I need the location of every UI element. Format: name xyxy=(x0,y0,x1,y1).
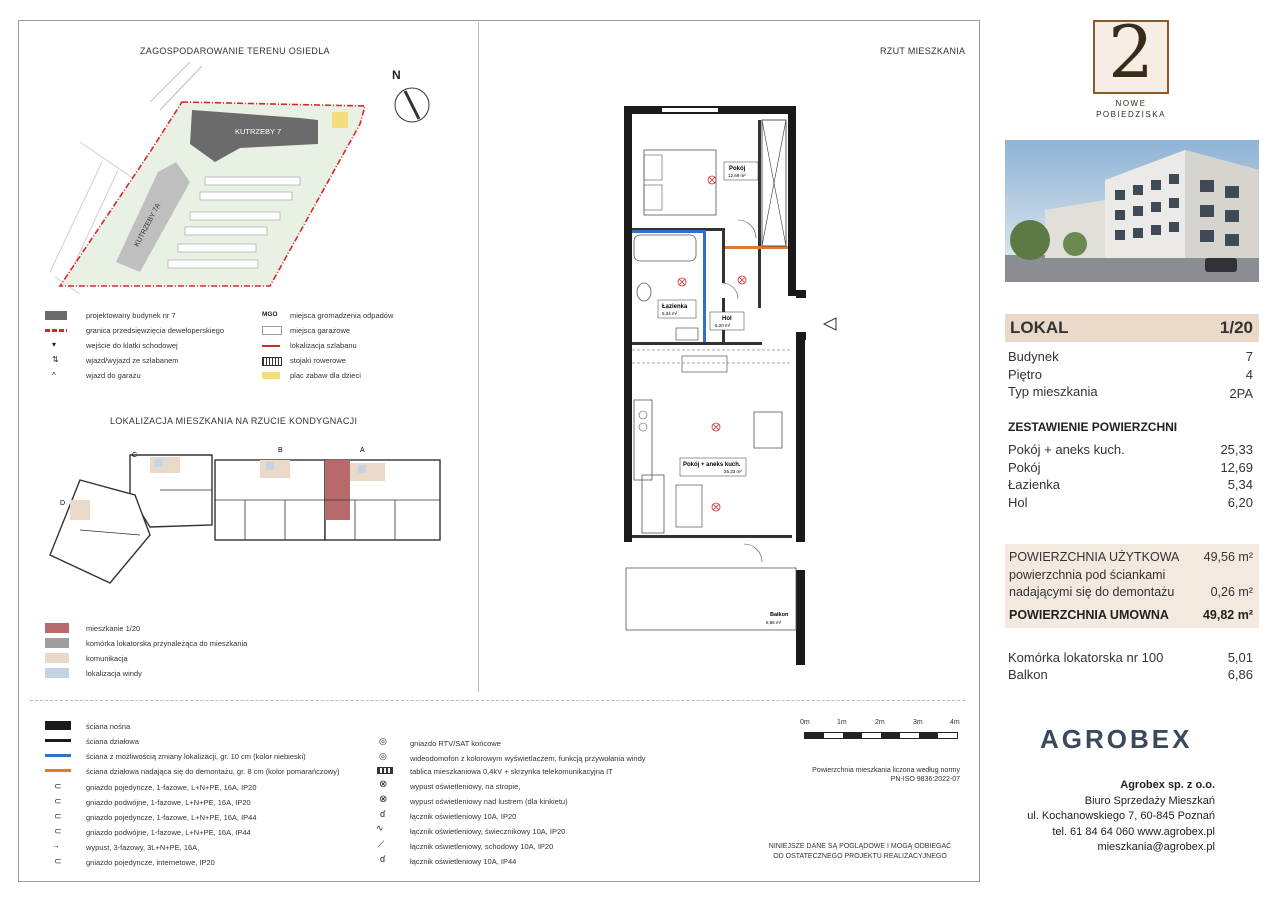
detail-label: Typ mieszkania xyxy=(1008,384,1098,399)
building-label-a: KUTRZEBY 7 xyxy=(235,127,282,136)
symbol-label: wypust, 3-fazowy, 3L+N+PE, 16A, xyxy=(86,843,200,852)
symbol-label: wideodomofon z kolorowym wyświetlaczem, funkcją przywołania windy xyxy=(410,754,646,763)
legend-swatch-barrier xyxy=(262,345,280,347)
disclaimer-line-2: OD OSTATECZNEGO PROJEKTU REALIZACYJNEGO xyxy=(773,853,947,860)
detail-value: 2PA xyxy=(1229,386,1253,401)
area-value: 12,69 xyxy=(1220,460,1253,475)
legend-label: mieszkanie 1/20 xyxy=(86,624,141,633)
vertical-divider xyxy=(478,22,479,692)
norm-code: PN-ISO 9836:2022-07 xyxy=(890,776,960,783)
legend-swatch-boundary xyxy=(45,329,67,332)
legend-label: projektowany budynek nr 7 xyxy=(86,311,176,320)
extra-value: 6,86 xyxy=(1227,667,1253,682)
symbol-label: gniazdo podwójne, 1-fazowe, L+N+PE, 16A, IP44 xyxy=(86,828,251,837)
legend-label: plac zabaw dla dzieci xyxy=(290,371,361,380)
staircase-switch-icon: ⟋ xyxy=(378,839,385,849)
demolition-wall-swatch xyxy=(45,769,71,772)
area-label: Łazienka xyxy=(1008,477,1061,492)
symbol-label: gniazdo pojedyncze, internetowe, IP20 xyxy=(86,858,215,867)
tv-socket-icon: ◎ xyxy=(379,736,387,746)
symbol-label: gniazdo pojedyncze, 1-fazowe, L+N+PE, 16A, IP20 xyxy=(86,783,257,792)
brand-name xyxy=(1093,98,1169,120)
symbol-label: tablica mieszkaniowa 0,4kV + skrzynka telekomunikacyjna IT xyxy=(410,767,613,776)
brand-logo xyxy=(1093,10,1169,94)
lokal-number: 1/20 xyxy=(1219,318,1253,337)
usable-area-value: 49,56 m² xyxy=(1203,550,1253,564)
room-area-lazienka: 5,34 m² xyxy=(662,311,678,316)
brand-logo-number: 2 xyxy=(1108,10,1154,94)
scale-bar xyxy=(804,732,958,739)
load-bearing-wall-swatch xyxy=(45,721,71,730)
area-value: 25,33 xyxy=(1220,442,1253,457)
socket-double-ip44-icon: ⊂ xyxy=(54,826,62,836)
symbol-label: gniazdo podwójne, 1-fazowe, L+N+PE, 16A, IP20 xyxy=(86,798,251,807)
socket-double-icon: ⊂ xyxy=(54,796,62,806)
detail-label: Budynek xyxy=(1008,349,1059,364)
symbol-label: ściana działowa nadająca się do demontażu, gr. 8 cm (kolor pomarańczowy) xyxy=(86,767,340,776)
internet-socket-icon: ⊂ xyxy=(54,856,62,866)
horizontal-divider xyxy=(30,700,965,701)
symbol-label: ściana nośna xyxy=(86,722,131,731)
company-logo: AGROBEX xyxy=(1040,724,1193,754)
symbol-label: łącznik oświetleniowy 10A, IP44 xyxy=(410,857,517,866)
company-email[interactable]: mieszkania@agrobex.pl xyxy=(1097,841,1215,853)
detail-value: 4 xyxy=(1245,367,1253,382)
legend-label: wejście do klatki schodowej xyxy=(86,341,178,350)
building-render-image xyxy=(1005,140,1259,282)
legend-label: komunikacja xyxy=(86,654,128,663)
demolition-label-1: powierzchnia pod ściankami xyxy=(1009,568,1166,582)
legend-swatch-garage xyxy=(262,326,282,335)
socket-ip44-icon: ⊂ xyxy=(54,811,62,821)
stair-label-a: A xyxy=(360,447,365,454)
room-area-pokoj: 12,69 m² xyxy=(728,173,746,178)
three-phase-outlet-icon: → xyxy=(52,841,60,850)
apartment-floor-plan xyxy=(612,100,822,670)
symbol-label: łącznik oświetleniowy, świecznikowy 10A, IP20 xyxy=(410,827,566,836)
legend-label: komórka lokatorska przynależąca do mieszkania xyxy=(86,639,248,648)
legend-label: lokalizacja szlabanu xyxy=(290,341,357,350)
legend-label: wjazd/wyjazd ze szlabanem xyxy=(86,356,179,365)
symbol-label: gniazdo RTV/SAT końcowe xyxy=(410,739,501,748)
area-label: Pokój + aneks kuch. xyxy=(1008,442,1125,457)
legend-swatch-building xyxy=(45,311,67,320)
entrance-triangle-icon xyxy=(822,316,838,332)
norm-note: Powierzchnia mieszkania liczona według normy xyxy=(812,767,960,774)
legend-label: stojaki rowerowe xyxy=(290,356,346,365)
contract-area-label: POWIERZCHNIA UMOWNA xyxy=(1009,608,1169,622)
room-area-hol: 6,20 m² xyxy=(715,323,731,328)
switchboard-icon xyxy=(377,767,393,774)
room-name-pokoj: Pokój xyxy=(729,166,746,172)
detail-label: Piętro xyxy=(1008,367,1042,382)
symbol-label: ściana z możliwością zmiany lokalizacji, gr. 10 cm (kolor niebieski) xyxy=(86,752,306,761)
symbol-label: wypust oświetleniowy, na stropie, xyxy=(410,782,521,791)
extra-label: Komórka lokatorska nr 100 xyxy=(1008,650,1164,665)
room-name-lazienka: Łazienka xyxy=(662,304,688,310)
demolition-area-value: 0,26 m² xyxy=(1210,585,1253,599)
symbol-label: ściana działowa xyxy=(86,737,139,746)
movable-wall-swatch xyxy=(45,754,71,757)
floor-location-title: LOKALIZACJA MIESZKANIA NA RZUCIE KONDYGNACJI xyxy=(110,416,358,426)
room-name-hol: Hol xyxy=(722,316,732,322)
symbol-label: wypust oświetleniowy nad lustrem (dla kinkietu) xyxy=(410,797,568,806)
company-name: Agrobex sp. z o.o. xyxy=(1120,779,1215,791)
legend-label: granica przedsięwzięcia deweloperskiego xyxy=(86,326,224,335)
legend-swatch-playground xyxy=(262,372,280,379)
mirror-light-icon: ⊗ xyxy=(379,794,388,805)
area-label: Hol xyxy=(1008,495,1028,510)
mgo-code: MGO xyxy=(262,311,278,318)
room-area-salon: 25,33 m² xyxy=(724,469,742,474)
area-value: 5,34 xyxy=(1227,477,1253,492)
areas-title: ZESTAWIENIE POWIERZCHNI xyxy=(1008,420,1178,434)
room-name-balkon: Balkon xyxy=(770,612,789,618)
demolition-label-2: nadającymi się do demontażu xyxy=(1009,585,1175,599)
gate-arrows-icon: ⇅ xyxy=(52,355,59,364)
building-label-b: KUTRZEBY 7A xyxy=(133,202,163,248)
north-label: N xyxy=(392,68,401,82)
scale-mark: 4m xyxy=(950,719,960,726)
disclaimer-line-1: NINIEJSZE DANE SĄ POGLĄDOWE I MOGĄ ODBIEGAĆ xyxy=(768,843,952,850)
room-name-salon: Pokój + aneks kuch. xyxy=(683,462,741,468)
legend-swatch-communication xyxy=(45,653,69,663)
symbol-label: gniazdo pojedyncze, 1-fazowe, L+N+PE, 16A, IP44 xyxy=(86,813,257,822)
site-plan-title: ZAGOSPODAROWANIE TERENU OSIEDLA xyxy=(140,46,330,56)
compass-icon xyxy=(392,85,432,125)
legend-swatch-storage xyxy=(45,638,69,648)
scale-mark: 2m xyxy=(875,719,885,726)
company-office: Biuro Sprzedaży Mieszkań xyxy=(1084,794,1215,807)
area-value: 6,20 xyxy=(1227,495,1253,510)
entrance-arrow-icon: ▾ xyxy=(52,340,57,349)
legend-label: lokalizacja windy xyxy=(86,669,142,678)
detail-value: 7 xyxy=(1245,349,1253,364)
stair-label-b: B xyxy=(278,447,283,454)
company-info xyxy=(1000,778,1215,856)
extra-value: 5,01 xyxy=(1227,650,1253,665)
extra-label: Balkon xyxy=(1008,667,1048,682)
stair-label-c: C xyxy=(132,452,138,459)
room-area-balkon: 6,86 m² xyxy=(766,620,782,625)
intercom-icon: ◎ xyxy=(379,751,387,761)
legend-label: miejsca garażowe xyxy=(290,326,351,335)
area-label: Pokój xyxy=(1008,460,1041,475)
bike-rack-icon xyxy=(262,357,282,366)
light-switch-icon: ɗ xyxy=(380,809,386,819)
chandelier-switch-icon: ∿ xyxy=(376,823,384,833)
legend-swatch-elevator xyxy=(45,668,69,678)
garage-entry-icon: ^ xyxy=(52,371,56,380)
symbol-label: łącznik oświetleniowy 10A, IP20 xyxy=(410,812,517,821)
scale-mark: 0m xyxy=(800,719,810,726)
apartment-plan-title: RZUT MIESZKANIA xyxy=(880,46,966,56)
usable-area-label: POWIERZCHNIA UŻYTKOWA xyxy=(1009,550,1180,564)
lokal-header xyxy=(1005,314,1259,342)
legend-label: wjazd do garażu xyxy=(86,371,141,380)
stair-label-d: D xyxy=(60,500,66,507)
ceiling-light-icon: ⊗ xyxy=(379,779,388,790)
brand-name-line1: NOWE xyxy=(1115,99,1147,108)
brand-name-line2: POBIEDZISKA xyxy=(1096,110,1166,119)
scale-mark: 3m xyxy=(913,719,923,726)
floor-location-drawing xyxy=(40,435,460,595)
symbol-label: łącznik oświetleniowy, schodowy 10A, IP20 xyxy=(410,842,554,851)
company-address: ul. Kochanowskiego 7, 60-845 Poznań xyxy=(1027,810,1215,822)
company-contact: tel. 61 84 64 060 www.agrobex.pl xyxy=(1052,825,1215,838)
contract-area-value: 49,82 m² xyxy=(1202,608,1253,622)
socket-single-icon: ⊂ xyxy=(54,781,62,791)
area-summary-box xyxy=(1005,544,1259,628)
ip44-switch-icon: ɗ xyxy=(380,854,386,864)
lokal-label: LOKAL xyxy=(1010,318,1069,337)
partition-wall-swatch xyxy=(45,739,71,742)
legend-swatch-apartment xyxy=(45,623,69,633)
scale-mark: 1m xyxy=(837,719,847,726)
legend-label: miejsca gromadzenia odpadów xyxy=(290,311,394,320)
